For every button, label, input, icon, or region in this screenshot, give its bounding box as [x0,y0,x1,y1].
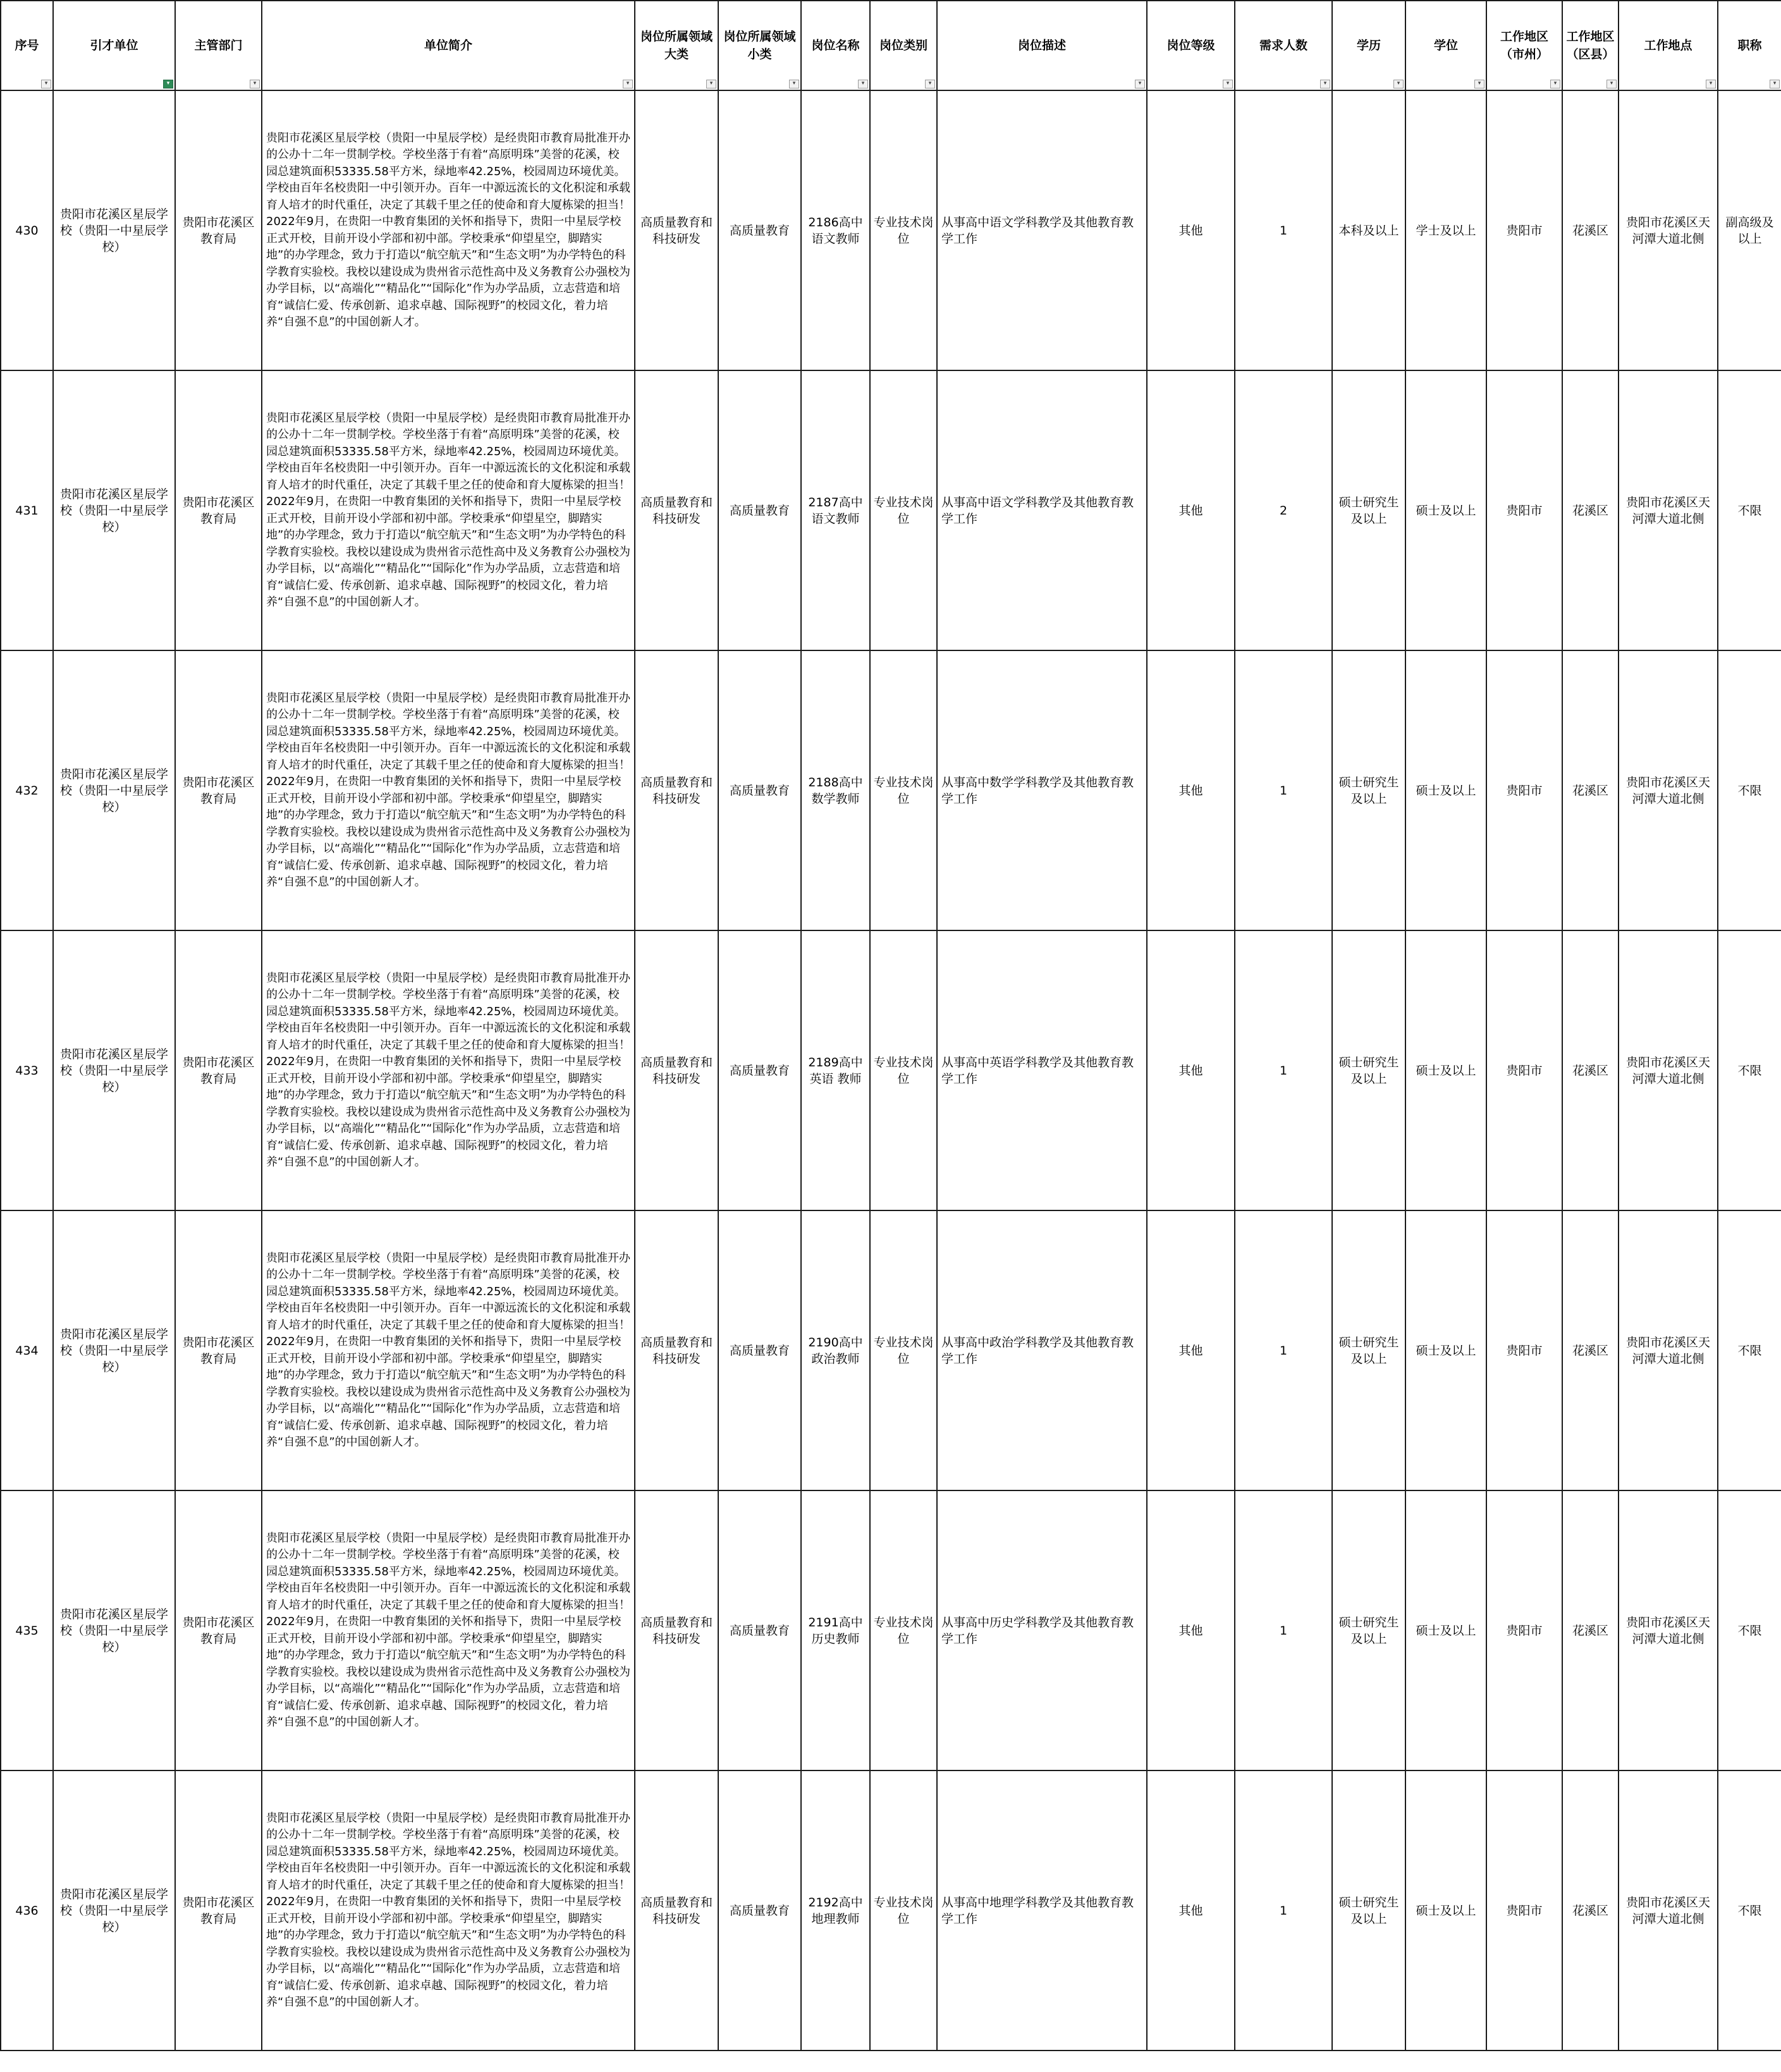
cell-level: 其他 [1147,650,1235,930]
header-unit [53,1,175,90]
cell-title: 不限 [1718,1770,1781,2051]
cell-degree: 学士及以上 [1405,90,1486,370]
cell-post-type: 专业技术岗位 [870,1490,937,1770]
cell-cat-minor: 高质量教育 [718,650,801,930]
cell-post-name: 2186高中语文教师 [801,90,870,370]
filter-dropdown-icon[interactable]: ▾ [1474,80,1484,88]
cell-edu: 本科及以上 [1332,90,1405,370]
cell-dept: 贵阳市花溪区教育局 [175,1490,262,1770]
cell-post-name: 2190高中政治教师 [801,1210,870,1490]
cell-unit: 贵阳市花溪区星辰学校（贵阳一中星辰学校） [53,1770,175,2051]
cell-cat-minor: 高质量教育 [718,1490,801,1770]
cell-intro: 贵阳市花溪区星辰学校（贵阳一中星辰学校）是经贵阳市教育局批准开办的公办十二年一贯制学校。学校坐落于有着“高原明珠”美誉的花溪，校园总建筑面积53335.58平方米，绿地率42.25%，校园周边环境优美。学校由百年名校贵阳一中引领开办。百年一中源远流长的文化积淀和承载育人培才的时代重任，决定了其载千里之任的使命和育大厦栋梁的担当！2022年9月，在贵阳一中教育集团的关怀和指导下，贵阳一中星辰学校正式开校，目前开设小学部和初中部。学校秉承“仰望星空，脚踏实地”的办学理念，致力于打造以“航空航天”和“生态文明”为办学特色的科学教育实验校。我校以建设成为贵州省示范性高中及义务教育公办强校为办学目标，以“高端化”“精品化”“国际化”作为办学品质，立志营造和培育“诚信仁爱、传承创新、追求卓越、国际视野”的校园文化，着力培养“自强不息”的中国创新人才。 [262,1490,635,1770]
cell-location: 贵阳市花溪区天河潭大道北侧 [1619,370,1718,650]
header-post-name [801,1,870,90]
header-degree [1405,1,1486,90]
header-district [1562,1,1619,90]
header-label: 主管部门 [194,39,243,52]
cell-title: 不限 [1718,930,1781,1210]
filter-dropdown-icon[interactable]: ▾ [925,80,935,88]
header-level [1147,1,1235,90]
cell-dept: 贵阳市花溪区教育局 [175,1770,262,2051]
cell-post-type: 专业技术岗位 [870,1770,937,2051]
cell-post-type: 专业技术岗位 [870,1210,937,1490]
header-cat-major [635,1,718,90]
header-label: 引才单位 [90,39,138,52]
cell-level: 其他 [1147,370,1235,650]
cell-dept: 贵阳市花溪区教育局 [175,650,262,930]
cell-cat-major: 高质量教育和科技研发 [635,90,718,370]
filter-dropdown-icon[interactable]: ▾ [1393,80,1404,88]
cell-cat-minor: 高质量教育 [718,1770,801,2051]
cell-edu: 硕士研究生及以上 [1332,930,1405,1210]
filter-dropdown-icon[interactable]: ▾ [1706,80,1716,88]
cell-level: 其他 [1147,1210,1235,1490]
filter-dropdown-icon[interactable]: ▾ [1223,80,1233,88]
filter-dropdown-icon[interactable]: ▾ [1607,80,1617,88]
cell-edu: 硕士研究生及以上 [1332,1490,1405,1770]
header-label: 工作地区（市州） [1500,30,1548,61]
cell-post-type: 专业技术岗位 [870,650,937,930]
cell-cat-major: 高质量教育和科技研发 [635,1210,718,1490]
filter-dropdown-icon[interactable]: ▾ [706,80,716,88]
cell-seq: 430 [1,90,53,370]
cell-degree: 硕士及以上 [1405,1770,1486,2051]
cell-count: 1 [1235,1490,1332,1770]
cell-cat-minor: 高质量教育 [718,90,801,370]
cell-district: 花溪区 [1562,1770,1619,2051]
header-label: 单位简介 [424,39,472,52]
cell-title: 不限 [1718,370,1781,650]
cell-seq: 434 [1,1210,53,1490]
header-label: 学历 [1356,39,1381,52]
cell-city: 贵阳市 [1486,1770,1562,2051]
header-label: 岗位描述 [1017,39,1066,52]
cell-post-desc: 从事高中地理学科教学及其他教育教学工作 [937,1770,1147,2051]
cell-intro: 贵阳市花溪区星辰学校（贵阳一中星辰学校）是经贵阳市教育局批准开办的公办十二年一贯制学校。学校坐落于有着“高原明珠”美誉的花溪，校园总建筑面积53335.58平方米，绿地率42.25%，校园周边环境优美。学校由百年名校贵阳一中引领开办。百年一中源远流长的文化积淀和承载育人培才的时代重任，决定了其载千里之任的使命和育大厦栋梁的担当！2022年9月，在贵阳一中教育集团的关怀和指导下，贵阳一中星辰学校正式开校，目前开设小学部和初中部。学校秉承“仰望星空，脚踏实地”的办学理念，致力于打造以“航空航天”和“生态文明”为办学特色的科学教育实验校。我校以建设成为贵州省示范性高中及义务教育公办强校为办学目标，以“高端化”“精品化”“国际化”作为办学品质，立志营造和培育“诚信仁爱、传承创新、追求卓越、国际视野”的校园文化，着力培养“自强不息”的中国创新人才。 [262,1210,635,1490]
cell-edu: 硕士研究生及以上 [1332,650,1405,930]
cell-post-name: 2188高中数学教师 [801,650,870,930]
table-row [1,1490,1781,1770]
cell-seq: 431 [1,370,53,650]
cell-degree: 硕士及以上 [1405,650,1486,930]
header-label: 需求人数 [1259,39,1307,52]
cell-post-desc: 从事高中历史学科教学及其他教育教学工作 [937,1490,1147,1770]
table-row [1,650,1781,930]
cell-cat-major: 高质量教育和科技研发 [635,1770,718,2051]
filter-dropdown-icon[interactable]: ▾ [1550,80,1560,88]
cell-cat-major: 高质量教育和科技研发 [635,650,718,930]
cell-cat-minor: 高质量教育 [718,1210,801,1490]
cell-degree: 硕士及以上 [1405,1210,1486,1490]
cell-city: 贵阳市 [1486,650,1562,930]
filter-dropdown-icon[interactable]: ▾ [250,80,260,88]
cell-dept: 贵阳市花溪区教育局 [175,90,262,370]
cell-unit: 贵阳市花溪区星辰学校（贵阳一中星辰学校） [53,370,175,650]
cell-seq: 433 [1,930,53,1210]
cell-post-desc: 从事高中语文学科教学及其他教育教学工作 [937,90,1147,370]
cell-title: 副高级及以上 [1718,90,1781,370]
table-row [1,370,1781,650]
filter-dropdown-icon[interactable]: ▾ [858,80,868,88]
cell-city: 贵阳市 [1486,1490,1562,1770]
cell-post-name: 2189高中英语 教师 [801,930,870,1210]
cell-unit: 贵阳市花溪区星辰学校（贵阳一中星辰学校） [53,930,175,1210]
cell-count: 1 [1235,90,1332,370]
cell-post-name: 2192高中地理教师 [801,1770,870,2051]
filter-dropdown-icon[interactable]: ▾ [1320,80,1330,88]
cell-count: 1 [1235,1770,1332,2051]
cell-city: 贵阳市 [1486,930,1562,1210]
cell-unit: 贵阳市花溪区星辰学校（贵阳一中星辰学校） [53,90,175,370]
filter-active-icon[interactable]: ▾ [163,80,173,88]
header-cat-minor [718,1,801,90]
header-location [1619,1,1718,90]
cell-post-type: 专业技术岗位 [870,930,937,1210]
cell-post-name: 2187高中语文教师 [801,370,870,650]
cell-cat-minor: 高质量教育 [718,370,801,650]
cell-location: 贵阳市花溪区天河潭大道北侧 [1619,650,1718,930]
cell-post-desc: 从事高中语文学科教学及其他教育教学工作 [937,370,1147,650]
cell-location: 贵阳市花溪区天河潭大道北侧 [1619,90,1718,370]
cell-degree: 硕士及以上 [1405,370,1486,650]
cell-post-name: 2191高中历史教师 [801,1490,870,1770]
cell-city: 贵阳市 [1486,90,1562,370]
header-dept [175,1,262,90]
header-intro [262,1,635,90]
header-count [1235,1,1332,90]
filter-dropdown-icon[interactable]: ▾ [1135,80,1145,88]
cell-location: 贵阳市花溪区天河潭大道北侧 [1619,930,1718,1210]
cell-district: 花溪区 [1562,930,1619,1210]
header-label: 岗位所属领域小类 [723,30,796,61]
cell-city: 贵阳市 [1486,370,1562,650]
cell-location: 贵阳市花溪区天河潭大道北侧 [1619,1210,1718,1490]
header-edu [1332,1,1405,90]
cell-edu: 硕士研究生及以上 [1332,1210,1405,1490]
cell-edu: 硕士研究生及以上 [1332,370,1405,650]
header-label: 工作地点 [1644,39,1692,52]
table-row [1,90,1781,370]
cell-city: 贵阳市 [1486,1210,1562,1490]
header-city [1486,1,1562,90]
cell-intro: 贵阳市花溪区星辰学校（贵阳一中星辰学校）是经贵阳市教育局批准开办的公办十二年一贯制学校。学校坐落于有着“高原明珠”美誉的花溪，校园总建筑面积53335.58平方米，绿地率42.25%，校园周边环境优美。学校由百年名校贵阳一中引领开办。百年一中源远流长的文化积淀和承载育人培才的时代重任，决定了其载千里之任的使命和育大厦栋梁的担当！2022年9月，在贵阳一中教育集团的关怀和指导下，贵阳一中星辰学校正式开校，目前开设小学部和初中部。学校秉承“仰望星空，脚踏实地”的办学理念，致力于打造以“航空航天”和“生态文明”为办学特色的科学教育实验校。我校以建设成为贵州省示范性高中及义务教育公办强校为办学目标，以“高端化”“精品化”“国际化”作为办学品质，立志营造和培育“诚信仁爱、传承创新、追求卓越、国际视野”的校园文化，着力培养“自强不息”的中国创新人才。 [262,1770,635,2051]
cell-unit: 贵阳市花溪区星辰学校（贵阳一中星辰学校） [53,1210,175,1490]
cell-degree: 硕士及以上 [1405,930,1486,1210]
cell-post-type: 专业技术岗位 [870,370,937,650]
cell-post-desc: 从事高中政治学科教学及其他教育教学工作 [937,1210,1147,1490]
cell-count: 2 [1235,370,1332,650]
cell-title: 不限 [1718,1210,1781,1490]
cell-count: 1 [1235,1210,1332,1490]
cell-dept: 贵阳市花溪区教育局 [175,1210,262,1490]
cell-level: 其他 [1147,930,1235,1210]
cell-unit: 贵阳市花溪区星辰学校（贵阳一中星辰学校） [53,650,175,930]
cell-cat-major: 高质量教育和科技研发 [635,930,718,1210]
cell-intro: 贵阳市花溪区星辰学校（贵阳一中星辰学校）是经贵阳市教育局批准开办的公办十二年一贯制学校。学校坐落于有着“高原明珠”美誉的花溪，校园总建筑面积53335.58平方米，绿地率42.25%，校园周边环境优美。学校由百年名校贵阳一中引领开办。百年一中源远流长的文化积淀和承载育人培才的时代重任，决定了其载千里之任的使命和育大厦栋梁的担当！2022年9月，在贵阳一中教育集团的关怀和指导下，贵阳一中星辰学校正式开校，目前开设小学部和初中部。学校秉承“仰望星空，脚踏实地”的办学理念，致力于打造以“航空航天”和“生态文明”为办学特色的科学教育实验校。我校以建设成为贵州省示范性高中及义务教育公办强校为办学目标，以“高端化”“精品化”“国际化”作为办学品质，立志营造和培育“诚信仁爱、传承创新、追求卓越、国际视野”的校园文化，着力培养“自强不息”的中国创新人才。 [262,90,635,370]
header-seq [1,1,53,90]
cell-seq: 436 [1,1770,53,2051]
cell-cat-major: 高质量教育和科技研发 [635,370,718,650]
header-label: 岗位所属领域大类 [640,30,713,61]
cell-location: 贵阳市花溪区天河潭大道北侧 [1619,1490,1718,1770]
cell-intro: 贵阳市花溪区星辰学校（贵阳一中星辰学校）是经贵阳市教育局批准开办的公办十二年一贯制学校。学校坐落于有着“高原明珠”美誉的花溪，校园总建筑面积53335.58平方米，绿地率42.25%，校园周边环境优美。学校由百年名校贵阳一中引领开办。百年一中源远流长的文化积淀和承载育人培才的时代重任，决定了其载千里之任的使命和育大厦栋梁的担当！2022年9月，在贵阳一中教育集团的关怀和指导下，贵阳一中星辰学校正式开校，目前开设小学部和初中部。学校秉承“仰望星空，脚踏实地”的办学理念，致力于打造以“航空航天”和“生态文明”为办学特色的科学教育实验校。我校以建设成为贵州省示范性高中及义务教育公办强校为办学目标，以“高端化”“精品化”“国际化”作为办学品质，立志营造和培育“诚信仁爱、传承创新、追求卓越、国际视野”的校园文化，着力培养“自强不息”的中国创新人才。 [262,930,635,1210]
cell-intro: 贵阳市花溪区星辰学校（贵阳一中星辰学校）是经贵阳市教育局批准开办的公办十二年一贯制学校。学校坐落于有着“高原明珠”美誉的花溪，校园总建筑面积53335.58平方米，绿地率42.25%，校园周边环境优美。学校由百年名校贵阳一中引领开办。百年一中源远流长的文化积淀和承载育人培才的时代重任，决定了其载千里之任的使命和育大厦栋梁的担当！2022年9月，在贵阳一中教育集团的关怀和指导下，贵阳一中星辰学校正式开校，目前开设小学部和初中部。学校秉承“仰望星空，脚踏实地”的办学理念，致力于打造以“航空航天”和“生态文明”为办学特色的科学教育实验校。我校以建设成为贵州省示范性高中及义务教育公办强校为办学目标，以“高端化”“精品化”“国际化”作为办学品质，立志营造和培育“诚信仁爱、传承创新、追求卓越、国际视野”的校园文化，着力培养“自强不息”的中国创新人才。 [262,370,635,650]
cell-level: 其他 [1147,1770,1235,2051]
header-label: 岗位等级 [1166,39,1215,52]
cell-cat-minor: 高质量教育 [718,930,801,1210]
filter-dropdown-icon[interactable]: ▾ [1770,80,1780,88]
header-label: 职称 [1737,39,1762,52]
table-row [1,1210,1781,1490]
table-row [1,930,1781,1210]
cell-post-type: 专业技术岗位 [870,90,937,370]
header-row [1,1,1781,90]
header-post-type [870,1,937,90]
cell-seq: 435 [1,1490,53,1770]
header-label: 岗位类别 [879,39,927,52]
header-label: 岗位名称 [811,39,860,52]
filter-dropdown-icon[interactable]: ▾ [41,80,51,88]
cell-dept: 贵阳市花溪区教育局 [175,930,262,1210]
cell-district: 花溪区 [1562,650,1619,930]
cell-count: 1 [1235,930,1332,1210]
header-label: 序号 [15,39,39,52]
header-label: 工作地区（区县） [1566,30,1615,61]
cell-district: 花溪区 [1562,90,1619,370]
cell-location: 贵阳市花溪区天河潭大道北侧 [1619,1770,1718,2051]
cell-seq: 432 [1,650,53,930]
cell-degree: 硕士及以上 [1405,1490,1486,1770]
filter-dropdown-icon[interactable]: ▾ [789,80,799,88]
cell-district: 花溪区 [1562,370,1619,650]
cell-title: 不限 [1718,1490,1781,1770]
cell-dept: 贵阳市花溪区教育局 [175,370,262,650]
filter-dropdown-icon[interactable]: ▾ [623,80,633,88]
cell-district: 花溪区 [1562,1210,1619,1490]
cell-unit: 贵阳市花溪区星辰学校（贵阳一中星辰学校） [53,1490,175,1770]
cell-count: 1 [1235,650,1332,930]
header-label: 学位 [1433,39,1458,52]
cell-title: 不限 [1718,650,1781,930]
table-row [1,1770,1781,2051]
cell-cat-major: 高质量教育和科技研发 [635,1490,718,1770]
header-post-desc [937,1,1147,90]
cell-district: 花溪区 [1562,1490,1619,1770]
cell-edu: 硕士研究生及以上 [1332,1770,1405,2051]
cell-level: 其他 [1147,90,1235,370]
cell-level: 其他 [1147,1490,1235,1770]
cell-post-desc: 从事高中英语学科教学及其他教育教学工作 [937,930,1147,1210]
cell-post-desc: 从事高中数学学科教学及其他教育教学工作 [937,650,1147,930]
cell-intro: 贵阳市花溪区星辰学校（贵阳一中星辰学校）是经贵阳市教育局批准开办的公办十二年一贯制学校。学校坐落于有着“高原明珠”美誉的花溪，校园总建筑面积53335.58平方米，绿地率42.25%，校园周边环境优美。学校由百年名校贵阳一中引领开办。百年一中源远流长的文化积淀和承载育人培才的时代重任，决定了其载千里之任的使命和育大厦栋梁的担当！2022年9月，在贵阳一中教育集团的关怀和指导下，贵阳一中星辰学校正式开校，目前开设小学部和初中部。学校秉承“仰望星空，脚踏实地”的办学理念，致力于打造以“航空航天”和“生态文明”为办学特色的科学教育实验校。我校以建设成为贵州省示范性高中及义务教育公办强校为办学目标，以“高端化”“精品化”“国际化”作为办学品质，立志营造和培育“诚信仁爱、传承创新、追求卓越、国际视野”的校园文化，着力培养“自强不息”的中国创新人才。 [262,650,635,930]
header-title [1718,1,1781,90]
